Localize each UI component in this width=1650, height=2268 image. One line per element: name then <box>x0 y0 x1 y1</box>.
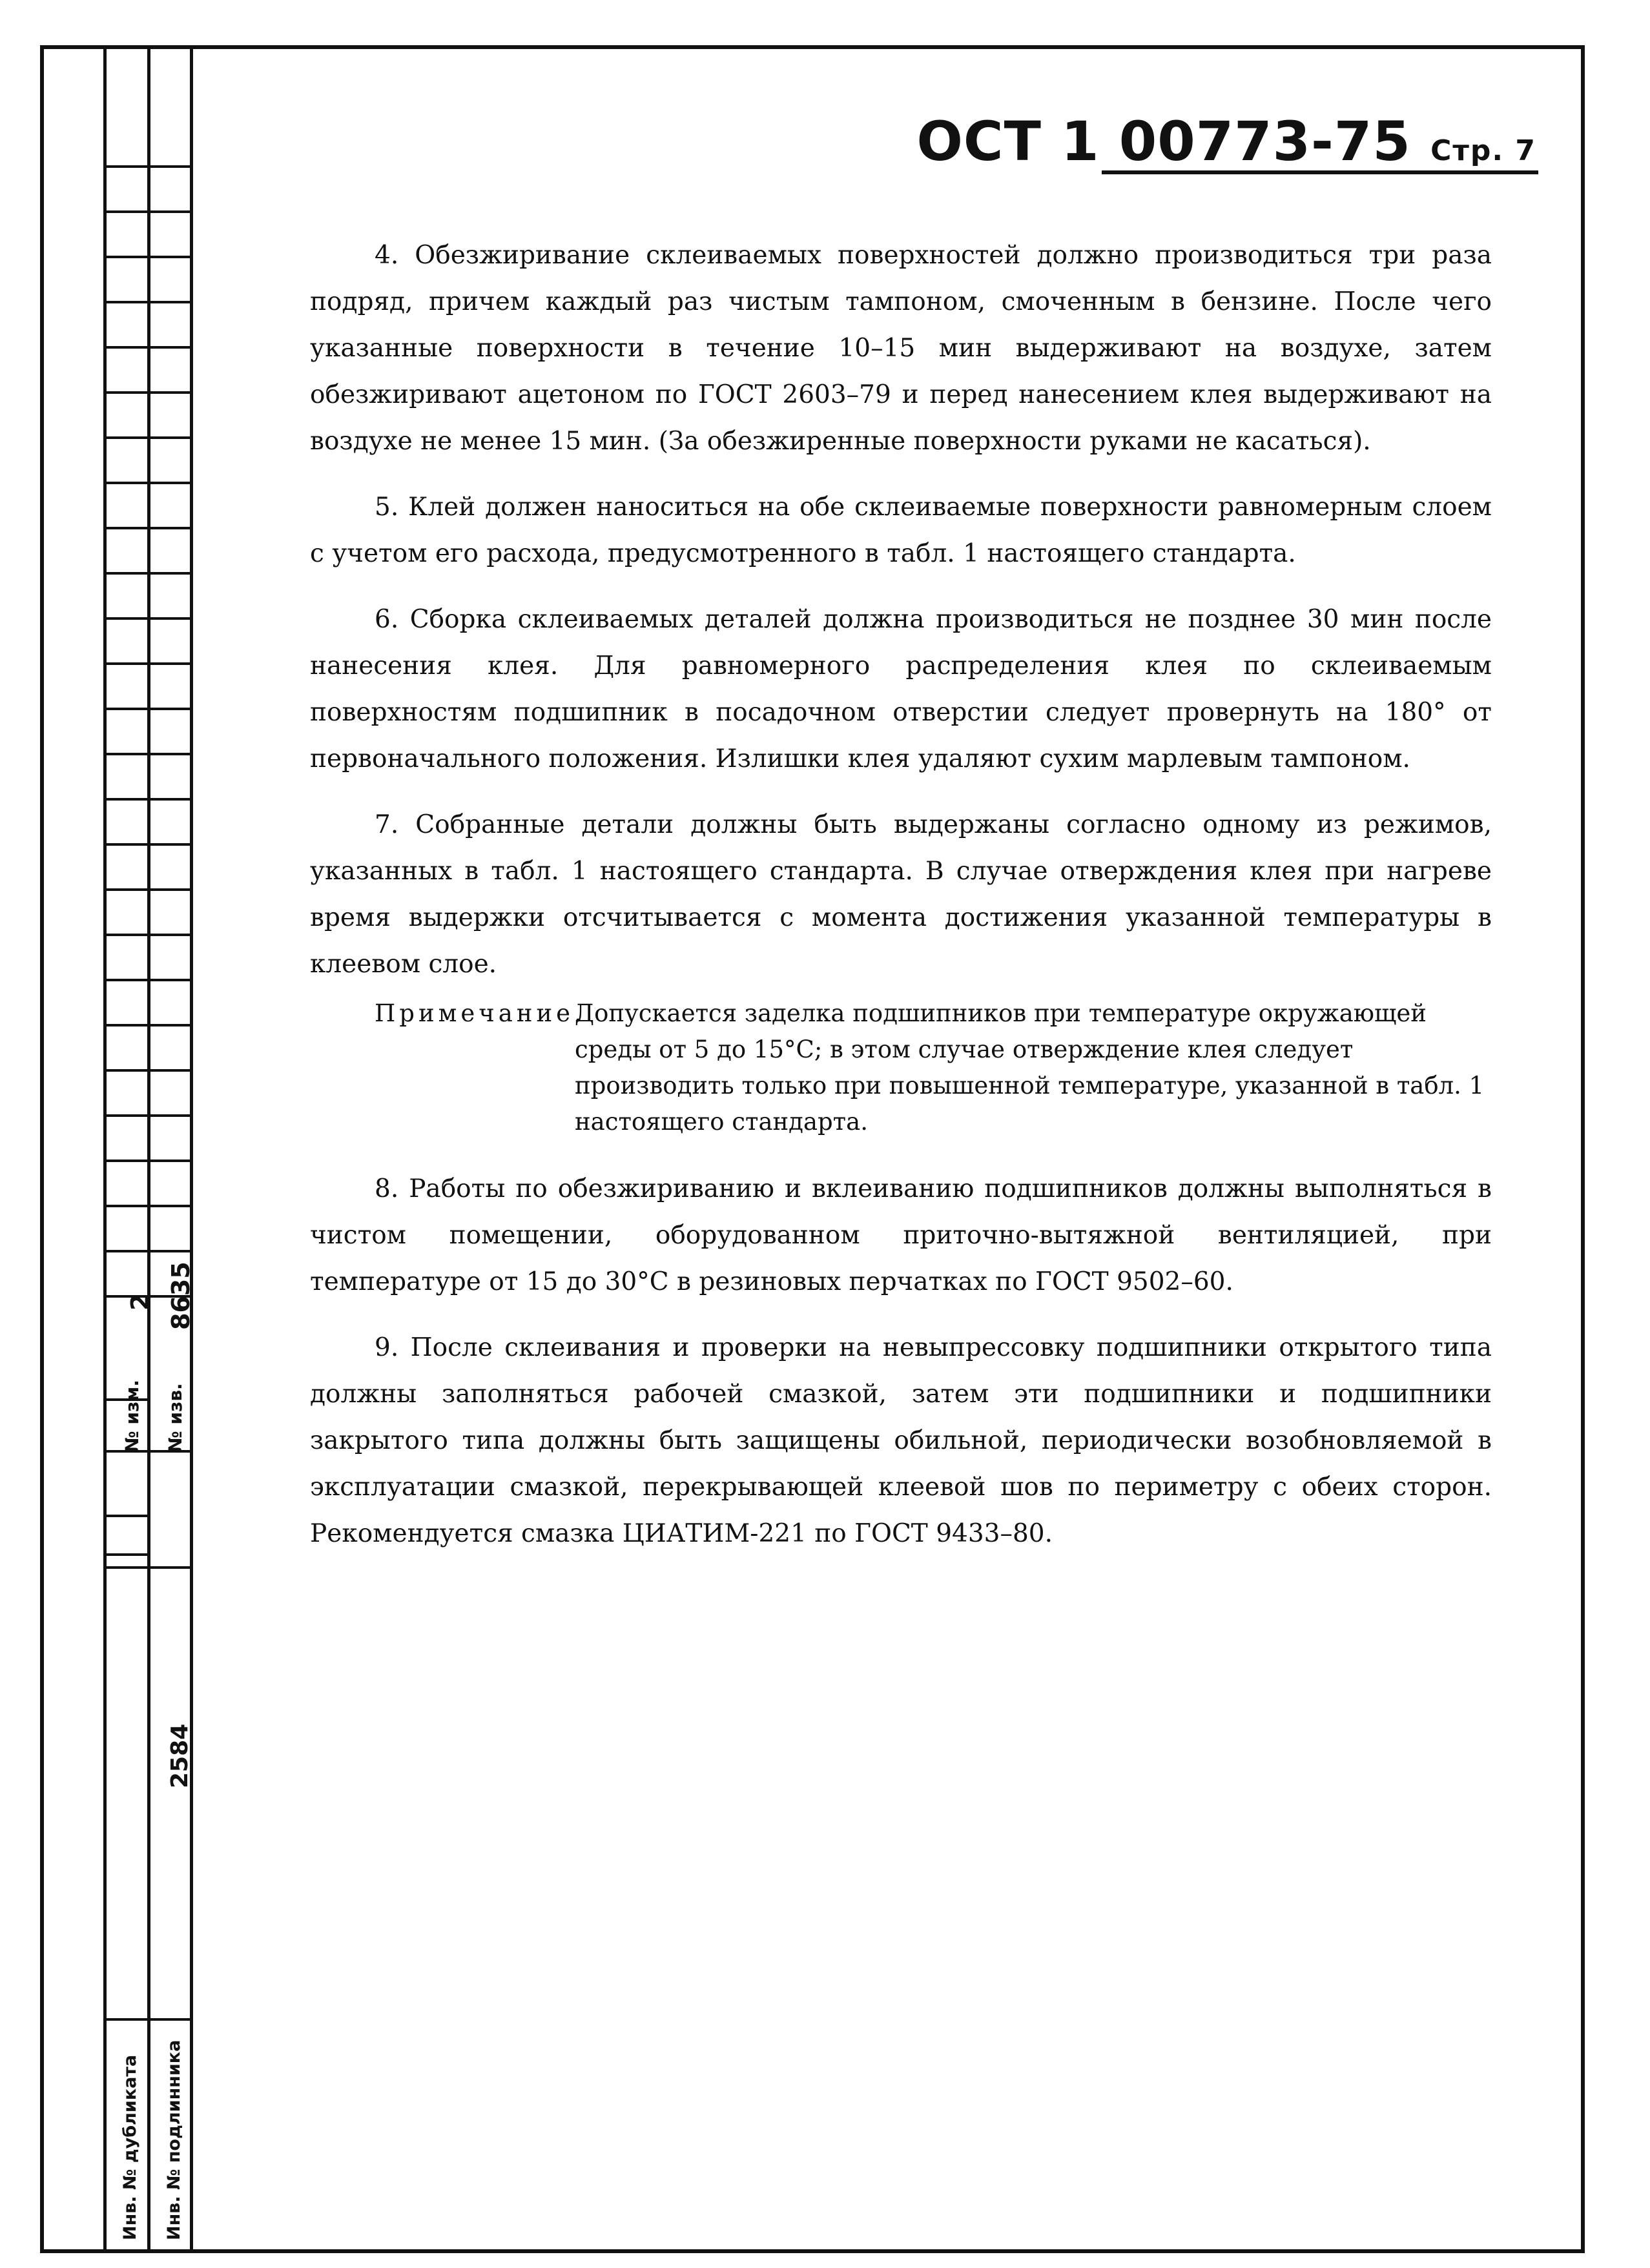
paragraph-text: 6. Сборка склеиваемых деталей должна производиться не позднее 30 мин после нанесения клея. Для равномерного распределения клея по склеиваемым поверхностям подшипник в посадочном отверстии следует провернуть на 180° от первоначального положения. Излишки клея удаляют сухим марлевым тампоном. <box>310 605 1492 773</box>
paragraph <box>310 484 1492 577</box>
margin-rule <box>103 1205 190 1207</box>
change-number-value: 2 <box>126 1293 154 1311</box>
note-block <box>375 996 1492 1140</box>
note-label: Примечание. <box>375 999 586 1027</box>
margin-column-line <box>147 49 150 2249</box>
margin-rule <box>103 1553 147 1556</box>
document-header <box>917 110 1536 173</box>
notice-number-value: 8635 <box>167 1262 195 1330</box>
margin-rule <box>103 1069 190 1072</box>
margin-rule <box>103 1024 190 1027</box>
margin-rule <box>103 165 190 168</box>
margin-rule <box>103 1114 190 1117</box>
margin-rule <box>103 2018 190 2021</box>
margin-rule <box>103 527 190 529</box>
margin-column-line <box>190 49 193 2249</box>
document-body <box>310 232 1492 1577</box>
paragraph <box>310 802 1492 988</box>
margin-rule <box>103 256 190 258</box>
margin-rule <box>103 979 190 981</box>
margin-rule <box>103 888 190 891</box>
margin-rule <box>103 301 190 303</box>
margin-rule <box>103 436 190 439</box>
margin-rule <box>103 482 190 484</box>
paragraph-text: 5. Клей должен наноситься на обе склеиваемые поверхности равномерным слоем с учетом его расхода, предусмотренного в табл. 1 настоящего стандарта. <box>310 493 1492 568</box>
margin-rule <box>103 617 190 620</box>
paragraph-text: 8. Работы по обезжириванию и вклеиванию подшипников должны выполняться в чистом помещении, оборудованном приточно-вытяжной вентиляцией, при температуре от 15 до 30°С в резиновых перчатках по ГОСТ 9502–60. <box>310 1174 1492 1296</box>
margin-rule <box>103 1566 190 1569</box>
margin-rule <box>103 1160 190 1162</box>
margin-rule <box>103 798 190 801</box>
page-number: Стр. 7 <box>1430 134 1536 167</box>
margin-rule <box>103 934 190 936</box>
paragraph <box>310 232 1492 465</box>
standard-code: ОСТ 1 00773-75 <box>916 110 1411 173</box>
notice-number-label: № изв. <box>165 1383 186 1453</box>
header-underline <box>1102 170 1538 174</box>
paragraph-text: 4. Обезжиривание склеиваемых поверхностей должно производиться три раза подряд, причем каждый раз чистым тампоном, смоченным в бензине. После чего указанные поверхности в течение 10–15 мин выдерживают на воздухе, затем обезжиривают ацетоном по ГОСТ 2603–79 и перед нанесением клея выдерживают на воздухе не менее 15 мин. (За обезжиренные поверхности руками не касаться). <box>310 241 1492 456</box>
original-inventory-value: 2584 <box>167 1723 193 1788</box>
margin-rule <box>103 346 190 349</box>
original-inventory-label: Инв. № подлинника <box>164 2039 184 2240</box>
paragraph <box>310 1166 1492 1305</box>
margin-rule <box>103 662 190 665</box>
margin-rule <box>103 843 190 846</box>
margin-rule <box>103 572 190 575</box>
margin-rule <box>103 753 190 755</box>
margin-rule <box>103 1250 190 1252</box>
duplicate-inventory-label: Инв. № дубликата <box>120 2054 140 2240</box>
change-number-label: № изм. <box>121 1380 143 1453</box>
margin-rule <box>103 708 190 710</box>
margin-column-line <box>103 49 107 2249</box>
note-text: Допускается заделка подшипников при температуре окружающей среды от 5 до 15°С; в этом случае отверждение клея следует производить только при повышенной температуре, указанной в табл. 1 настоящего стандарта. <box>575 999 1485 1136</box>
paragraph <box>310 1325 1492 1557</box>
margin-rule <box>103 1515 147 1517</box>
paragraph-text: 9. После склеивания и проверки на невыпрессовку подшипники открытого типа должны заполняться рабочей смазкой, затем эти подшипники и подшипники закрытого типа должны быть защищены обильной, периодически возобновляемой в эксплуатации смазкой, перекрывающей клеевой шов по периметру с обеих сторон. Рекомендуется смазка ЦИАТИМ-221 по ГОСТ 9433–80. <box>310 1333 1492 1548</box>
paragraph-text: 7. Собранные детали должны быть выдержаны согласно одному из режимов, указанных в табл. 1 настоящего стандарта. В случае отверждения клея при нагреве время выдержки отсчитывается с момента достижения указанной температуры в клеевом слое. <box>310 810 1492 979</box>
paragraph <box>310 597 1492 782</box>
margin-rule <box>103 210 190 213</box>
margin-rule <box>103 391 190 394</box>
